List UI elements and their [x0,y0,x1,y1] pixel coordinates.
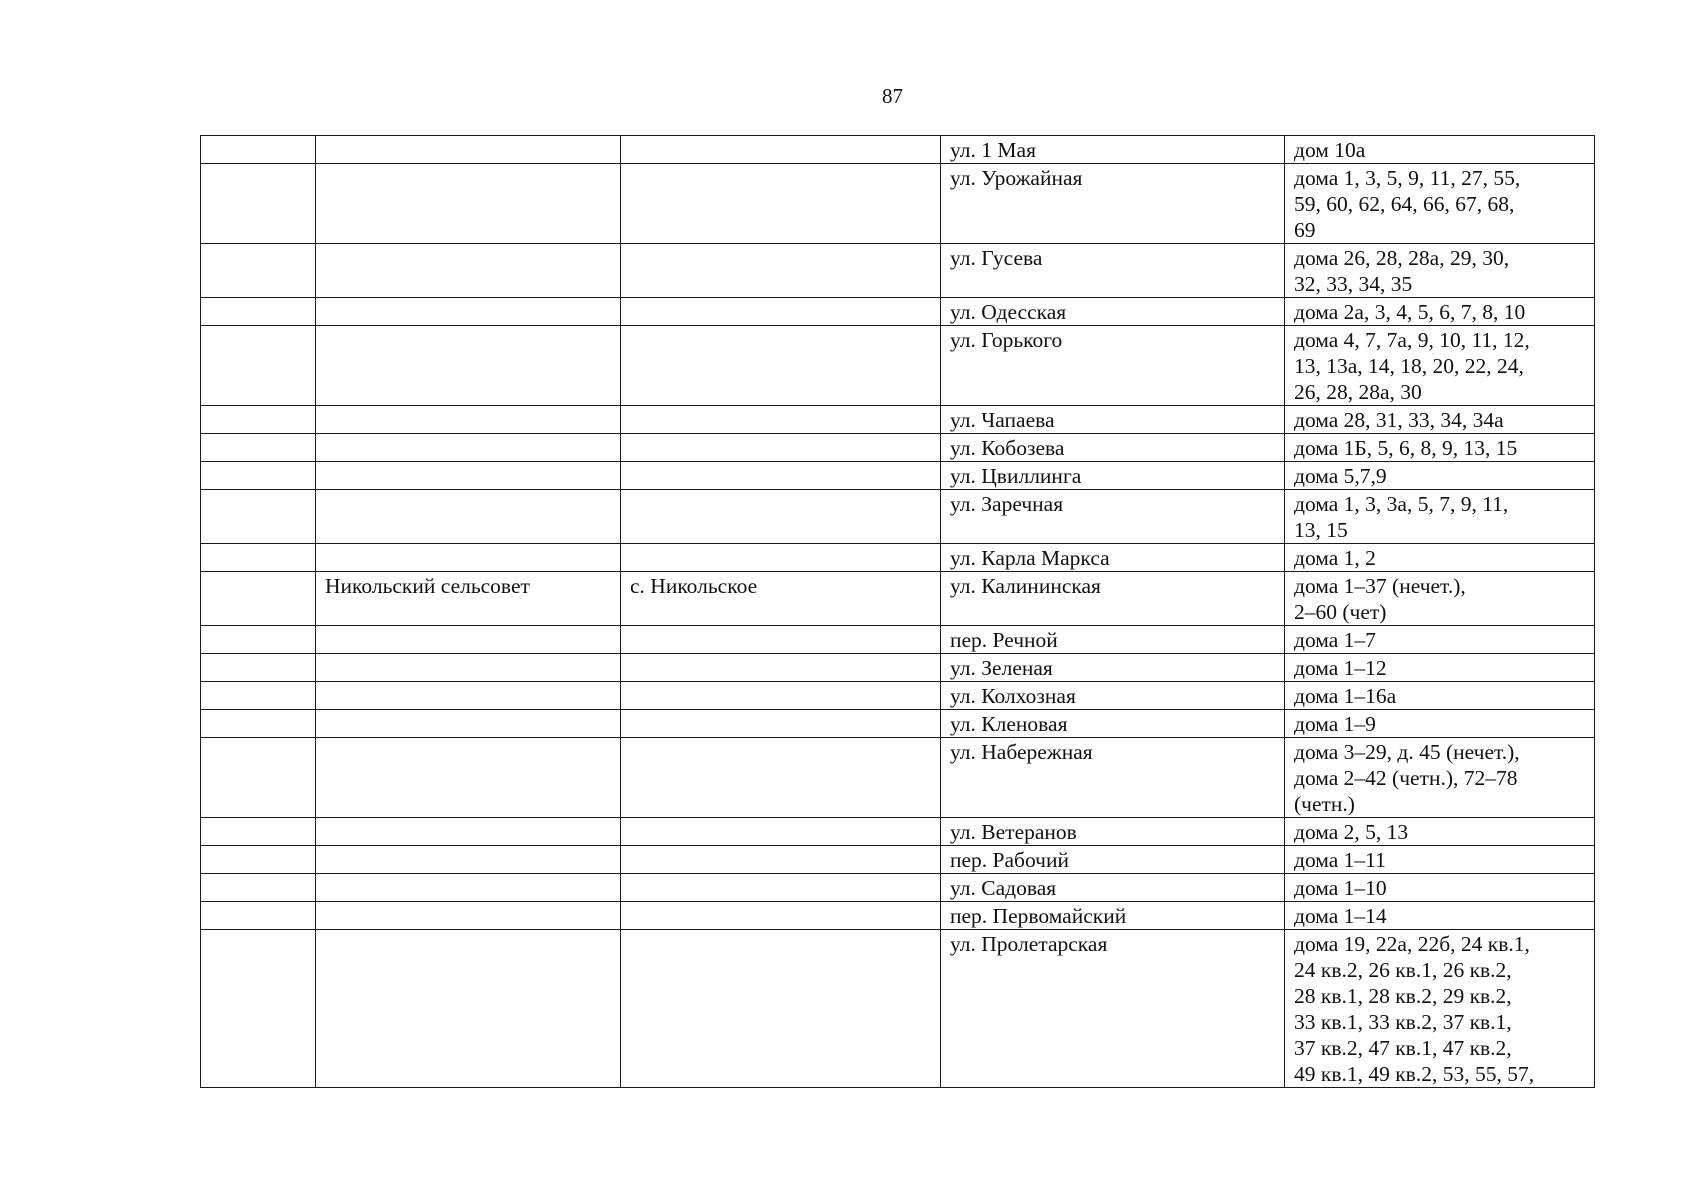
row-number-cell [201,902,316,930]
council-cell [316,164,621,244]
table-row [201,626,1595,654]
houses-cell [1285,846,1595,874]
village-cell [621,930,941,1088]
row-number-cell [201,164,316,244]
council-cell [316,298,621,326]
table-row [201,462,1595,490]
row-number-cell [201,738,316,818]
houses-cell [1285,326,1595,406]
houses-cell [1285,626,1595,654]
houses-cell [1285,738,1595,818]
village-cell [621,164,941,244]
houses-cell [1285,710,1595,738]
village-cell [621,326,941,406]
table-row [201,654,1595,682]
street-cell: ул. Горького [941,326,1285,406]
table-row [201,682,1595,710]
houses-cell [1285,654,1595,682]
village-cell [621,874,941,902]
table-row [201,434,1595,462]
page-number: 87 [882,84,903,108]
row-number-cell [201,572,316,626]
street-cell: ул. Одесская [941,298,1285,326]
houses-text: дома 26, 28, 28а, 29, 30, 32, 33, 34, 35 [1294,246,1510,296]
table-row [201,136,1595,164]
row-number-cell [201,818,316,846]
table-row [201,572,1595,626]
table-row [201,818,1595,846]
table-row [201,406,1595,434]
row-number-cell [201,544,316,572]
houses-text: дома 1, 2 [1294,546,1376,570]
houses-text: дома 1, 3, 3а, 5, 7, 9, 11, 13, 15 [1294,492,1509,542]
houses-text: дома 1–16а [1294,684,1397,708]
row-number-cell [201,490,316,544]
street-cell: ул. Кленовая [941,710,1285,738]
houses-cell [1285,930,1595,1088]
address-table-body [201,136,1595,1088]
table-row [201,326,1595,406]
village-cell [621,738,941,818]
table-row [201,710,1595,738]
council-cell [316,136,621,164]
street-cell: ул. Калининская [941,572,1285,626]
council-cell [316,654,621,682]
houses-text: дома 1–10 [1294,876,1387,900]
street-cell: ул. Набережная [941,738,1285,818]
village-cell [621,136,941,164]
village-cell: с. Никольское [621,572,941,626]
table-row [201,902,1595,930]
street-cell: ул. Колхозная [941,682,1285,710]
village-cell [621,406,941,434]
houses-cell [1285,136,1595,164]
village-cell [621,462,941,490]
council-cell [316,738,621,818]
council-cell [316,902,621,930]
row-number-cell [201,462,316,490]
table-row [201,544,1595,572]
street-cell: ул. Цвиллинга [941,462,1285,490]
row-number-cell [201,434,316,462]
street-cell: ул. Пролетарская [941,930,1285,1088]
row-number-cell [201,710,316,738]
village-cell [621,846,941,874]
row-number-cell [201,626,316,654]
houses-cell [1285,490,1595,544]
street-cell: ул. Чапаева [941,406,1285,434]
row-number-cell [201,406,316,434]
houses-text: дома 4, 7, 7а, 9, 10, 11, 12, 13, 13а, 14, 18, 20, 22, 24, 26, 28, 28а, 30 [1294,328,1530,404]
street-cell: пер. Речной [941,626,1285,654]
houses-cell [1285,462,1595,490]
row-number-cell [201,654,316,682]
row-number-cell [201,846,316,874]
houses-cell [1285,874,1595,902]
houses-cell [1285,298,1595,326]
houses-cell [1285,434,1595,462]
houses-text: дома 1–9 [1294,712,1376,736]
council-cell: Никольский сельсовет [316,572,621,626]
table-row [201,846,1595,874]
houses-text: дома 5,7,9 [1294,464,1387,488]
street-cell: ул. Садовая [941,874,1285,902]
council-cell [316,406,621,434]
houses-text: дома 1–7 [1294,628,1376,652]
council-cell [316,710,621,738]
street-cell: ул. Карла Маркса [941,544,1285,572]
table-row [201,738,1595,818]
village-cell [621,490,941,544]
council-cell [316,462,621,490]
houses-cell [1285,544,1595,572]
table-row [201,490,1595,544]
houses-cell [1285,164,1595,244]
houses-text: дома 1, 3, 5, 9, 11, 27, 55, 59, 60, 62, 64, 66, 67, 68, 69 [1294,166,1521,242]
address-table [200,135,1595,1088]
row-number-cell [201,298,316,326]
row-number-cell [201,326,316,406]
council-cell [316,818,621,846]
row-number-cell [201,136,316,164]
village-cell [621,298,941,326]
houses-text: дома 1–11 [1294,848,1386,872]
houses-text: дома 28, 31, 33, 34, 34а [1294,408,1504,432]
houses-cell [1285,406,1595,434]
council-cell [316,490,621,544]
village-cell [621,654,941,682]
council-cell [316,682,621,710]
row-number-cell [201,874,316,902]
council-cell [316,874,621,902]
street-cell: ул. Кобозева [941,434,1285,462]
houses-text: дома 2, 5, 13 [1294,820,1409,844]
houses-text: дома 1–12 [1294,656,1387,680]
houses-text: дома 1–14 [1294,904,1387,928]
street-cell: ул. Урожайная [941,164,1285,244]
street-cell: ул. Заречная [941,490,1285,544]
council-cell [316,626,621,654]
table-row [201,164,1595,244]
street-cell: пер. Первомайский [941,902,1285,930]
village-cell [621,710,941,738]
houses-cell [1285,818,1595,846]
street-cell: ул. Гусева [941,244,1285,298]
council-cell [316,846,621,874]
village-cell [621,434,941,462]
council-cell [316,244,621,298]
table-row [201,930,1595,1088]
row-number-cell [201,682,316,710]
table-row [201,298,1595,326]
houses-cell [1285,902,1595,930]
row-number-cell [201,930,316,1088]
houses-cell [1285,572,1595,626]
council-cell [316,326,621,406]
village-cell [621,244,941,298]
village-cell [621,818,941,846]
street-cell: ул. Ветеранов [941,818,1285,846]
houses-cell [1285,682,1595,710]
village-cell [621,544,941,572]
houses-text: дома 1Б, 5, 6, 8, 9, 13, 15 [1294,436,1518,460]
houses-cell [1285,244,1595,298]
houses-text: дома 1–37 (нечет.), 2–60 (чет) [1294,574,1466,624]
street-cell: ул. 1 Мая [941,136,1285,164]
houses-text: дом 10а [1294,138,1366,162]
houses-text: дома 3–29, д. 45 (нечет.), дома 2–42 (четн.), 72–78 (четн.) [1294,740,1520,816]
table-row [201,244,1595,298]
council-cell [316,544,621,572]
houses-text: дома 19, 22а, 22б, 24 кв.1, 24 кв.2, 26 кв.1, 26 кв.2, 28 кв.1, 28 кв.2, 29 кв.2, 33 кв.1, 33 кв.2, 37 кв.1, 37 кв.2, 47 кв.1, 47 кв.2, 49 кв.1, 49 кв.2, 53, 55, 57, [1294,932,1535,1086]
row-number-cell [201,244,316,298]
houses-text: дома 2а, 3, 4, 5, 6, 7, 8, 10 [1294,300,1526,324]
village-cell [621,682,941,710]
street-cell: ул. Зеленая [941,654,1285,682]
village-cell [621,902,941,930]
council-cell [316,434,621,462]
street-cell: пер. Рабочий [941,846,1285,874]
village-cell [621,626,941,654]
table-row [201,874,1595,902]
council-cell [316,930,621,1088]
